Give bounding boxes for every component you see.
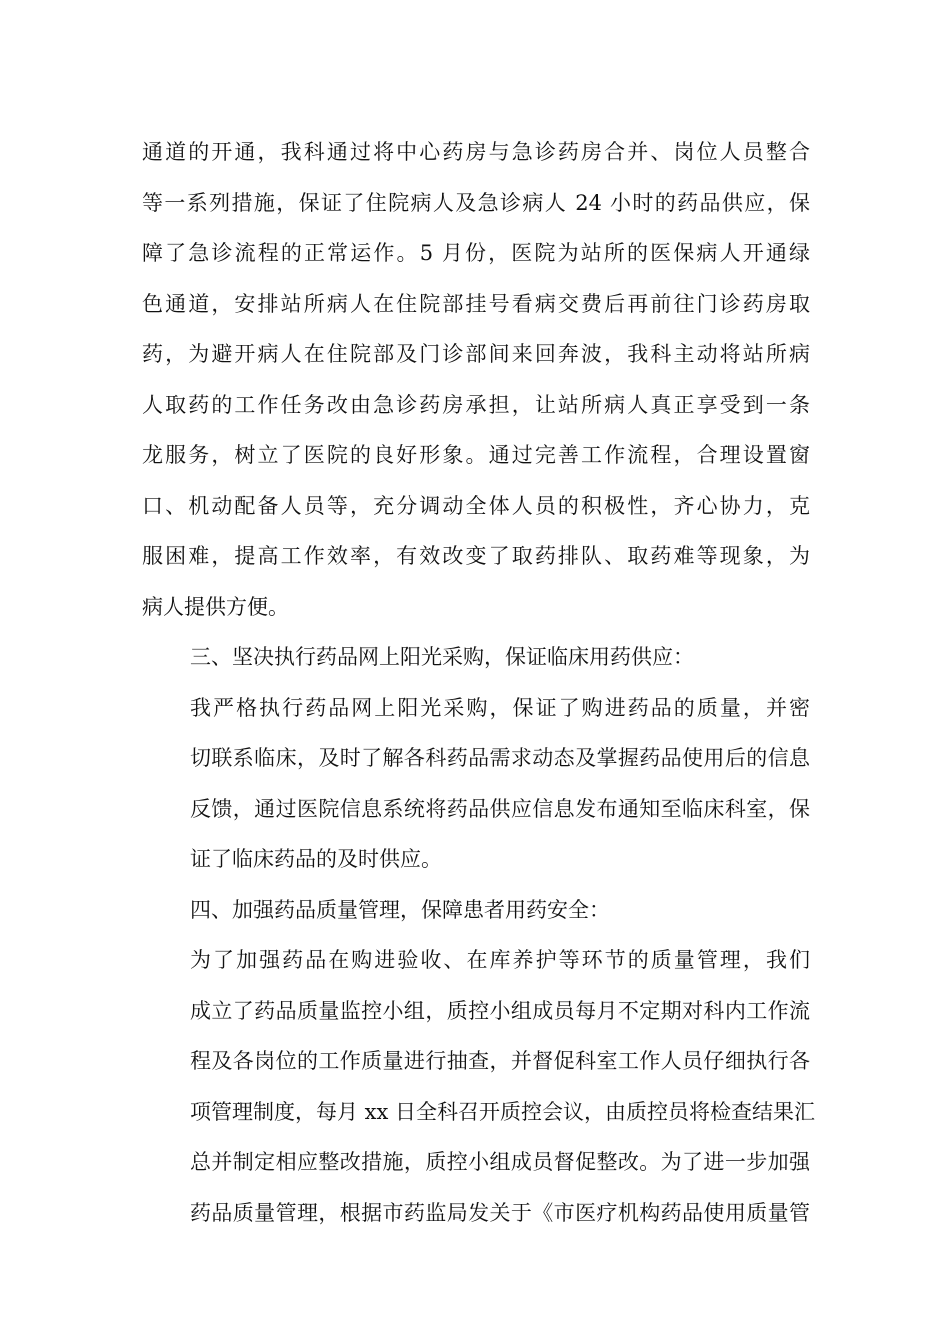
- text-line: 药，为避开病人在住院部及门诊部间来回奔波，我科主动将站所病: [142, 342, 810, 366]
- text-line: 为了加强药品在购进验收、在库养护等环节的质量管理，我们: [190, 948, 810, 972]
- text-line: 四、加强药品质量管理，保障患者用药安全：: [190, 897, 610, 922]
- text-line: 反馈，通过医院信息系统将药品供应信息发布通知至临床科室，保: [190, 796, 810, 821]
- text-line: 切联系临床，及时了解各科药品需求动态及掌握药品使用后的信息: [190, 746, 810, 770]
- text-line: 病人提供方便。: [142, 594, 289, 619]
- text-line: 我严格执行药品网上阳光采购，保证了购进药品的质量，并密: [190, 695, 810, 720]
- text-line: 通道的开通，我科通过将中心药房与急诊药房合并、岗位人员整合: [142, 140, 810, 164]
- text-line: 项管理制度，每月 xx 日全科召开质控会议，由质控员将检查结果汇: [190, 1099, 816, 1124]
- text-line: 证了临床药品的及时供应。: [190, 847, 442, 871]
- text-line: 药品质量管理，根据市药监局发关于《市医疗机构药品使用质量管: [190, 1200, 810, 1225]
- text-line: 龙服务，树立了医院的良好形象。通过完善工作流程，合理设置窗: [142, 443, 810, 467]
- text-line: 三、坚决执行药品网上阳光采购，保证临床用药供应：: [190, 645, 694, 669]
- body-paragraph: [142, 885, 810, 936]
- text-line: 服困难，提高工作效率，有效改变了取药排队、取药难等现象，为: [142, 544, 810, 568]
- document-page: [142, 127, 816, 1238]
- body-paragraph: [142, 683, 810, 885]
- text-line: 色通道，安排站所病人在住院部挂号看病交费后再前往门诊药房取: [142, 291, 810, 316]
- body-paragraph: [142, 632, 810, 683]
- text-line: 成立了药品质量监控小组，质控小组成员每月不定期对科内工作流: [190, 998, 810, 1023]
- body-paragraph: [142, 935, 816, 1238]
- text-line: 等一系列措施，保证了住院病人及急诊病人 24 小时的药品供应，保: [142, 190, 810, 215]
- text-line: 障了急诊流程的正常运作。5 月份，医院为站所的医保病人开通绿: [142, 241, 810, 265]
- body-paragraph: [142, 127, 810, 632]
- text-line: 人取药的工作任务改由急诊药房承担，让站所病人真正享受到一条: [142, 392, 810, 417]
- text-line: 口、机动配备人员等，充分调动全体人员的积极性，齐心协力，克: [142, 493, 810, 518]
- text-line: 总并制定相应整改措施，质控小组成员督促整改。为了进一步加强: [190, 1150, 810, 1174]
- text-line: 程及各岗位的工作质量进行抽查，并督促科室工作人员仔细执行各: [190, 1049, 810, 1073]
